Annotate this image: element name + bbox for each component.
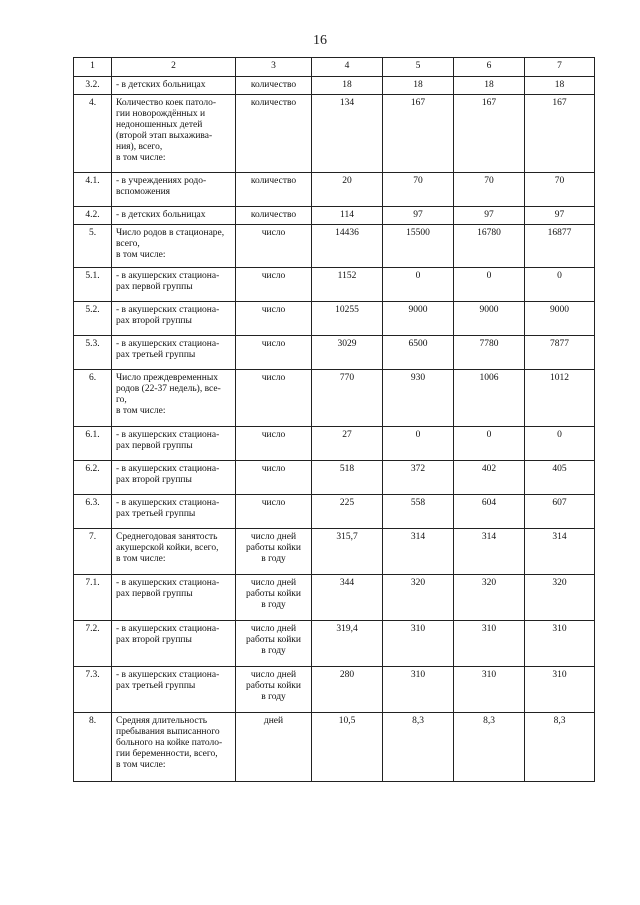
value-cell-col4: 518 — [312, 461, 383, 495]
value-cell-col4: 225 — [312, 495, 383, 529]
unit-cell: число — [236, 461, 312, 495]
header-row — [74, 58, 595, 77]
value-cell-col6: 167 — [454, 95, 525, 173]
value-cell-col7: 70 — [525, 173, 595, 207]
indicator-name-cell: - в акушерских стациона- рах третьей группы — [112, 495, 236, 529]
indicator-name-cell: - в акушерских стациона- рах второй группы — [112, 302, 236, 336]
value-cell-col4: 134 — [312, 95, 383, 173]
unit-cell: количество — [236, 77, 312, 95]
unit-cell: число — [236, 225, 312, 268]
table-row — [74, 667, 595, 713]
value-cell-col4: 10255 — [312, 302, 383, 336]
value-cell-col7: 8,3 — [525, 713, 595, 782]
header-cell: 1 — [74, 58, 112, 77]
indicator-name-cell: - в акушерских стациона- рах третьей группы — [112, 336, 236, 370]
row-number-cell: 5.1. — [74, 268, 112, 302]
value-cell-col5: 97 — [383, 207, 454, 225]
value-cell-col6: 320 — [454, 575, 525, 621]
table-row — [74, 495, 595, 529]
value-cell-col5: 558 — [383, 495, 454, 529]
table-row — [74, 621, 595, 667]
row-number-cell: 7.1. — [74, 575, 112, 621]
row-number-cell: 3.2. — [74, 77, 112, 95]
row-number-cell: 7.3. — [74, 667, 112, 713]
table-row — [74, 95, 595, 173]
table-row — [74, 173, 595, 207]
row-number-cell: 5.3. — [74, 336, 112, 370]
value-cell-col6: 70 — [454, 173, 525, 207]
indicator-name-cell: - в акушерских стациона- рах второй группы — [112, 621, 236, 667]
value-cell-col7: 18 — [525, 77, 595, 95]
indicator-name-cell: Число родов в стационаре, всего, в том числе: — [112, 225, 236, 268]
unit-cell: количество — [236, 173, 312, 207]
value-cell-col4: 14436 — [312, 225, 383, 268]
value-cell-col5: 8,3 — [383, 713, 454, 782]
row-number-cell: 4. — [74, 95, 112, 173]
table-row — [74, 713, 595, 782]
row-number-cell: 7.2. — [74, 621, 112, 667]
value-cell-col5: 310 — [383, 667, 454, 713]
value-cell-col4: 280 — [312, 667, 383, 713]
value-cell-col5: 70 — [383, 173, 454, 207]
table-row — [74, 268, 595, 302]
table-row — [74, 225, 595, 268]
row-number-cell: 6.1. — [74, 427, 112, 461]
unit-cell: число дней работы койки в году — [236, 621, 312, 667]
indicator-name-cell: - в учреждениях родо- вспоможения — [112, 173, 236, 207]
indicator-name-cell: - в акушерских стациона- рах второй группы — [112, 461, 236, 495]
unit-cell: число — [236, 336, 312, 370]
indicator-name-cell: - в детских больницах — [112, 207, 236, 225]
table-row — [74, 529, 595, 575]
unit-cell: число — [236, 370, 312, 427]
value-cell-col6: 402 — [454, 461, 525, 495]
table-row — [74, 207, 595, 225]
row-number-cell: 5.2. — [74, 302, 112, 336]
value-cell-col6: 97 — [454, 207, 525, 225]
value-cell-col4: 344 — [312, 575, 383, 621]
row-number-cell: 6. — [74, 370, 112, 427]
row-number-cell: 8. — [74, 713, 112, 782]
unit-cell: число дней работы койки в году — [236, 667, 312, 713]
value-cell-col6: 310 — [454, 621, 525, 667]
indicator-name-cell: Количество коек патоло- гии новорождённых и недоношенных детей (второй этап выхажива- ния), всего, в том числе: — [112, 95, 236, 173]
value-cell-col5: 0 — [383, 427, 454, 461]
value-cell-col7: 320 — [525, 575, 595, 621]
value-cell-col7: 1012 — [525, 370, 595, 427]
unit-cell: количество — [236, 207, 312, 225]
indicator-name-cell: - в акушерских стациона- рах третьей группы — [112, 667, 236, 713]
value-cell-col6: 1006 — [454, 370, 525, 427]
indicator-name-cell: - в акушерских стациона- рах первой группы — [112, 268, 236, 302]
table-row — [74, 302, 595, 336]
unit-cell: число — [236, 495, 312, 529]
value-cell-col7: 0 — [525, 268, 595, 302]
unit-cell: число дней работы койки в году — [236, 529, 312, 575]
value-cell-col6: 18 — [454, 77, 525, 95]
value-cell-col5: 15500 — [383, 225, 454, 268]
unit-cell: количество — [236, 95, 312, 173]
value-cell-col4: 3029 — [312, 336, 383, 370]
indicator-name-cell: Число преждевременных родов (22-37 недель), все- го, в том числе: — [112, 370, 236, 427]
value-cell-col4: 319,4 — [312, 621, 383, 667]
value-cell-col4: 770 — [312, 370, 383, 427]
value-cell-col7: 607 — [525, 495, 595, 529]
indicator-name-cell: - в детских больницах — [112, 77, 236, 95]
value-cell-col5: 0 — [383, 268, 454, 302]
value-cell-col6: 310 — [454, 667, 525, 713]
header-cell: 3 — [236, 58, 312, 77]
value-cell-col4: 20 — [312, 173, 383, 207]
table-row — [74, 336, 595, 370]
value-cell-col4: 315,7 — [312, 529, 383, 575]
value-cell-col5: 930 — [383, 370, 454, 427]
table-row — [74, 427, 595, 461]
value-cell-col7: 97 — [525, 207, 595, 225]
value-cell-col6: 604 — [454, 495, 525, 529]
value-cell-col5: 310 — [383, 621, 454, 667]
row-number-cell: 4.1. — [74, 173, 112, 207]
value-cell-col6: 0 — [454, 427, 525, 461]
value-cell-col7: 405 — [525, 461, 595, 495]
value-cell-col7: 310 — [525, 667, 595, 713]
value-cell-col6: 314 — [454, 529, 525, 575]
row-number-cell: 6.2. — [74, 461, 112, 495]
value-cell-col7: 167 — [525, 95, 595, 173]
indicator-name-cell: - в акушерских стациона- рах первой группы — [112, 575, 236, 621]
value-cell-col7: 7877 — [525, 336, 595, 370]
row-number-cell: 7. — [74, 529, 112, 575]
value-cell-col7: 16877 — [525, 225, 595, 268]
value-cell-col7: 310 — [525, 621, 595, 667]
value-cell-col6: 9000 — [454, 302, 525, 336]
table-row — [74, 370, 595, 427]
value-cell-col6: 7780 — [454, 336, 525, 370]
value-cell-col5: 9000 — [383, 302, 454, 336]
value-cell-col6: 8,3 — [454, 713, 525, 782]
row-number-cell: 6.3. — [74, 495, 112, 529]
value-cell-col5: 6500 — [383, 336, 454, 370]
value-cell-col4: 1152 — [312, 268, 383, 302]
value-cell-col5: 18 — [383, 77, 454, 95]
unit-cell: число — [236, 427, 312, 461]
table-row — [74, 575, 595, 621]
header-cell: 7 — [525, 58, 595, 77]
value-cell-col5: 167 — [383, 95, 454, 173]
indicator-name-cell: Среднегодовая занятость акушерской койки, всего, в том числе: — [112, 529, 236, 575]
value-cell-col4: 10,5 — [312, 713, 383, 782]
indicator-name-cell: - в акушерских стациона- рах первой группы — [112, 427, 236, 461]
row-number-cell: 5. — [74, 225, 112, 268]
unit-cell: число — [236, 302, 312, 336]
value-cell-col4: 114 — [312, 207, 383, 225]
indicators-table — [73, 57, 595, 782]
unit-cell: число дней работы койки в году — [236, 575, 312, 621]
value-cell-col4: 27 — [312, 427, 383, 461]
value-cell-col4: 18 — [312, 77, 383, 95]
header-cell: 2 — [112, 58, 236, 77]
value-cell-col7: 0 — [525, 427, 595, 461]
value-cell-col5: 314 — [383, 529, 454, 575]
table-row — [74, 461, 595, 495]
value-cell-col7: 314 — [525, 529, 595, 575]
row-number-cell: 4.2. — [74, 207, 112, 225]
unit-cell: число — [236, 268, 312, 302]
header-cell: 5 — [383, 58, 454, 77]
value-cell-col5: 320 — [383, 575, 454, 621]
value-cell-col7: 9000 — [525, 302, 595, 336]
table-row — [74, 77, 595, 95]
header-cell: 6 — [454, 58, 525, 77]
unit-cell: дней — [236, 713, 312, 782]
page-number: 16 — [313, 33, 327, 48]
value-cell-col6: 0 — [454, 268, 525, 302]
value-cell-col6: 16780 — [454, 225, 525, 268]
indicator-name-cell: Средняя длительность пребывания выписанного больного на койке патоло- гии беременности, всего, в том числе: — [112, 713, 236, 782]
value-cell-col5: 372 — [383, 461, 454, 495]
header-cell: 4 — [312, 58, 383, 77]
